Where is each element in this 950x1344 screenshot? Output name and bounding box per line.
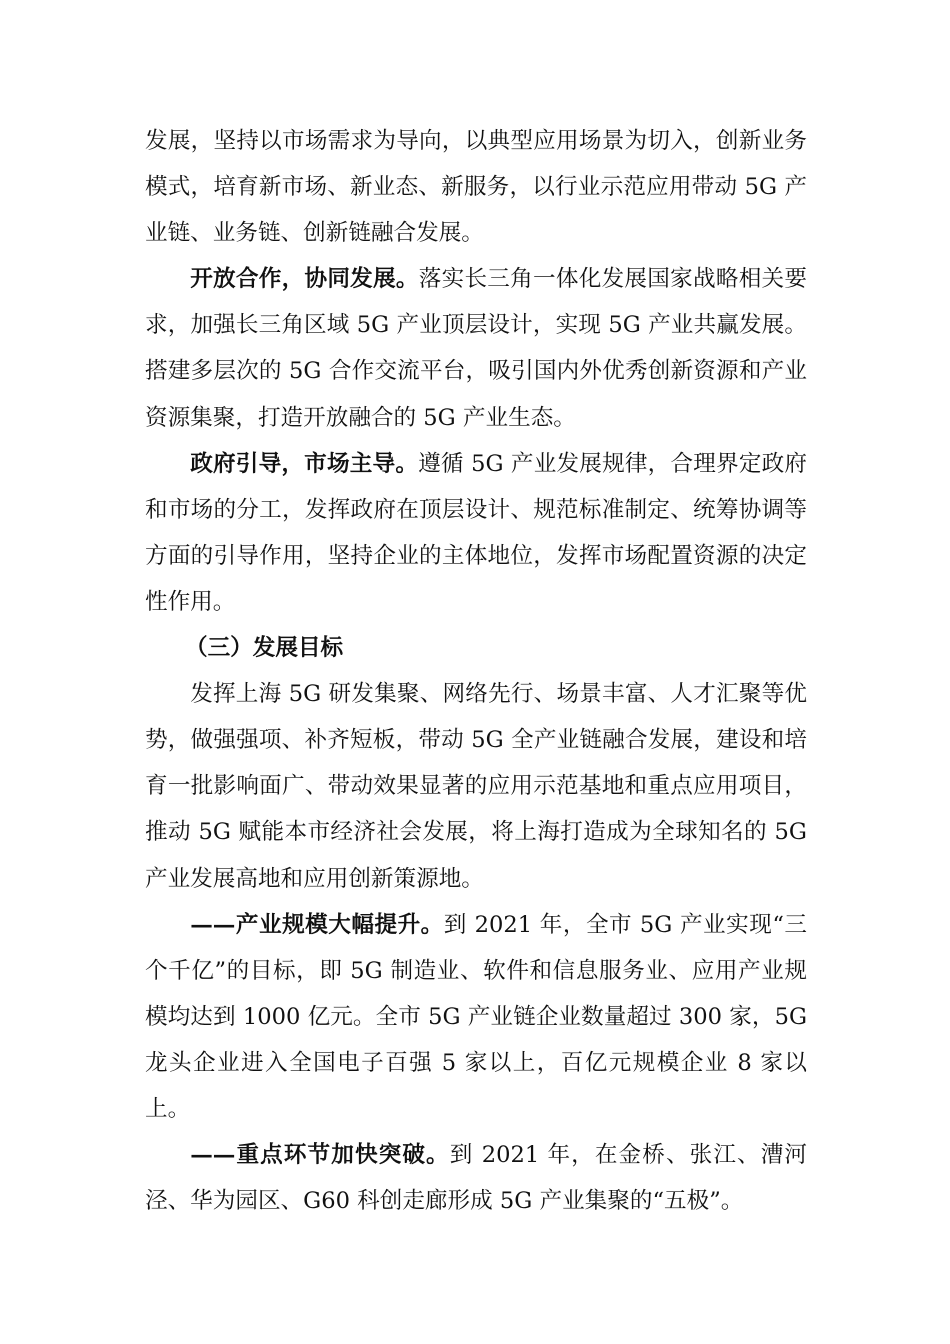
paragraph-lead: ——产业规模大幅提升。: [190, 911, 444, 938]
section-heading: （三）发展目标: [185, 635, 344, 662]
paragraph-goals-intro: [145, 671, 807, 901]
paragraph-goal-breakthrough: [145, 1132, 807, 1224]
paragraph-text: 发展，坚持以市场需求为导向，以典型应用场景为切入，创新业务模式，培育新市场、新业态、新服务，以行业示范应用带动 5G 产业链、业务链、创新链融合发展。: [145, 128, 807, 247]
paragraph-text: 遵循 5G 产业发展规律，合理界定政府和市场的分工，发挥政府在顶层设计、规范标准制定、统筹协调等方面的引导作用，坚持企业的主体地位，发挥市场配置资源的决定性作用。: [145, 450, 808, 615]
paragraph-text: 到 2021 年，在金桥、张江、漕河泾、华为园区、G60 科创走廊形成 5G 产业集聚的“五极”。: [145, 1142, 807, 1215]
paragraph-lead: 开放合作，协同发展。: [190, 266, 419, 293]
paragraph-text: 落实长三角一体化发展国家战略相关要求，加强长三角区域 5G 产业顶层设计，实现 5G 产业共赢发展。搭建多层次的 5G 合作交流平台，吸引国内外优秀创新资源和产业资源集聚，打造开放融合的 5G 产业生态。: [145, 266, 808, 431]
paragraph-text: 发挥上海 5G 研发集聚、网络先行、场景丰富、人才汇聚等优势，做强强项、补齐短板，带动 5G 全产业链融合发展，建设和培育一批影响面广、带动效果显著的应用示范基地和重点应用项目，推动 5G 赋能本市经济社会发展，将上海打造成为全球知名的 5G 产业发展高地和应用创新策源地。: [145, 681, 807, 892]
document-body: [145, 118, 807, 1224]
paragraph-text: 到 2021 年，全市 5G 产业实现“三个千亿”的目标，即 5G 制造业、软件和信息服务业、应用产业规模均达到 1000 亿元。全市 5G 产业链企业数量超过 300 家，5G 龙头企业进入全国电子百强 5 家以上，百亿元规模企业 8 家以上。: [145, 911, 808, 1122]
paragraph-government-guidance: [145, 441, 807, 625]
paragraph-continuation: [145, 118, 807, 256]
paragraph-lead: 政府引导，市场主导。: [190, 450, 419, 477]
paragraph-open-cooperation: [145, 256, 807, 440]
paragraph-goal-scale: [145, 902, 807, 1132]
paragraph-lead: ——重点环节加快突破。: [190, 1142, 450, 1169]
